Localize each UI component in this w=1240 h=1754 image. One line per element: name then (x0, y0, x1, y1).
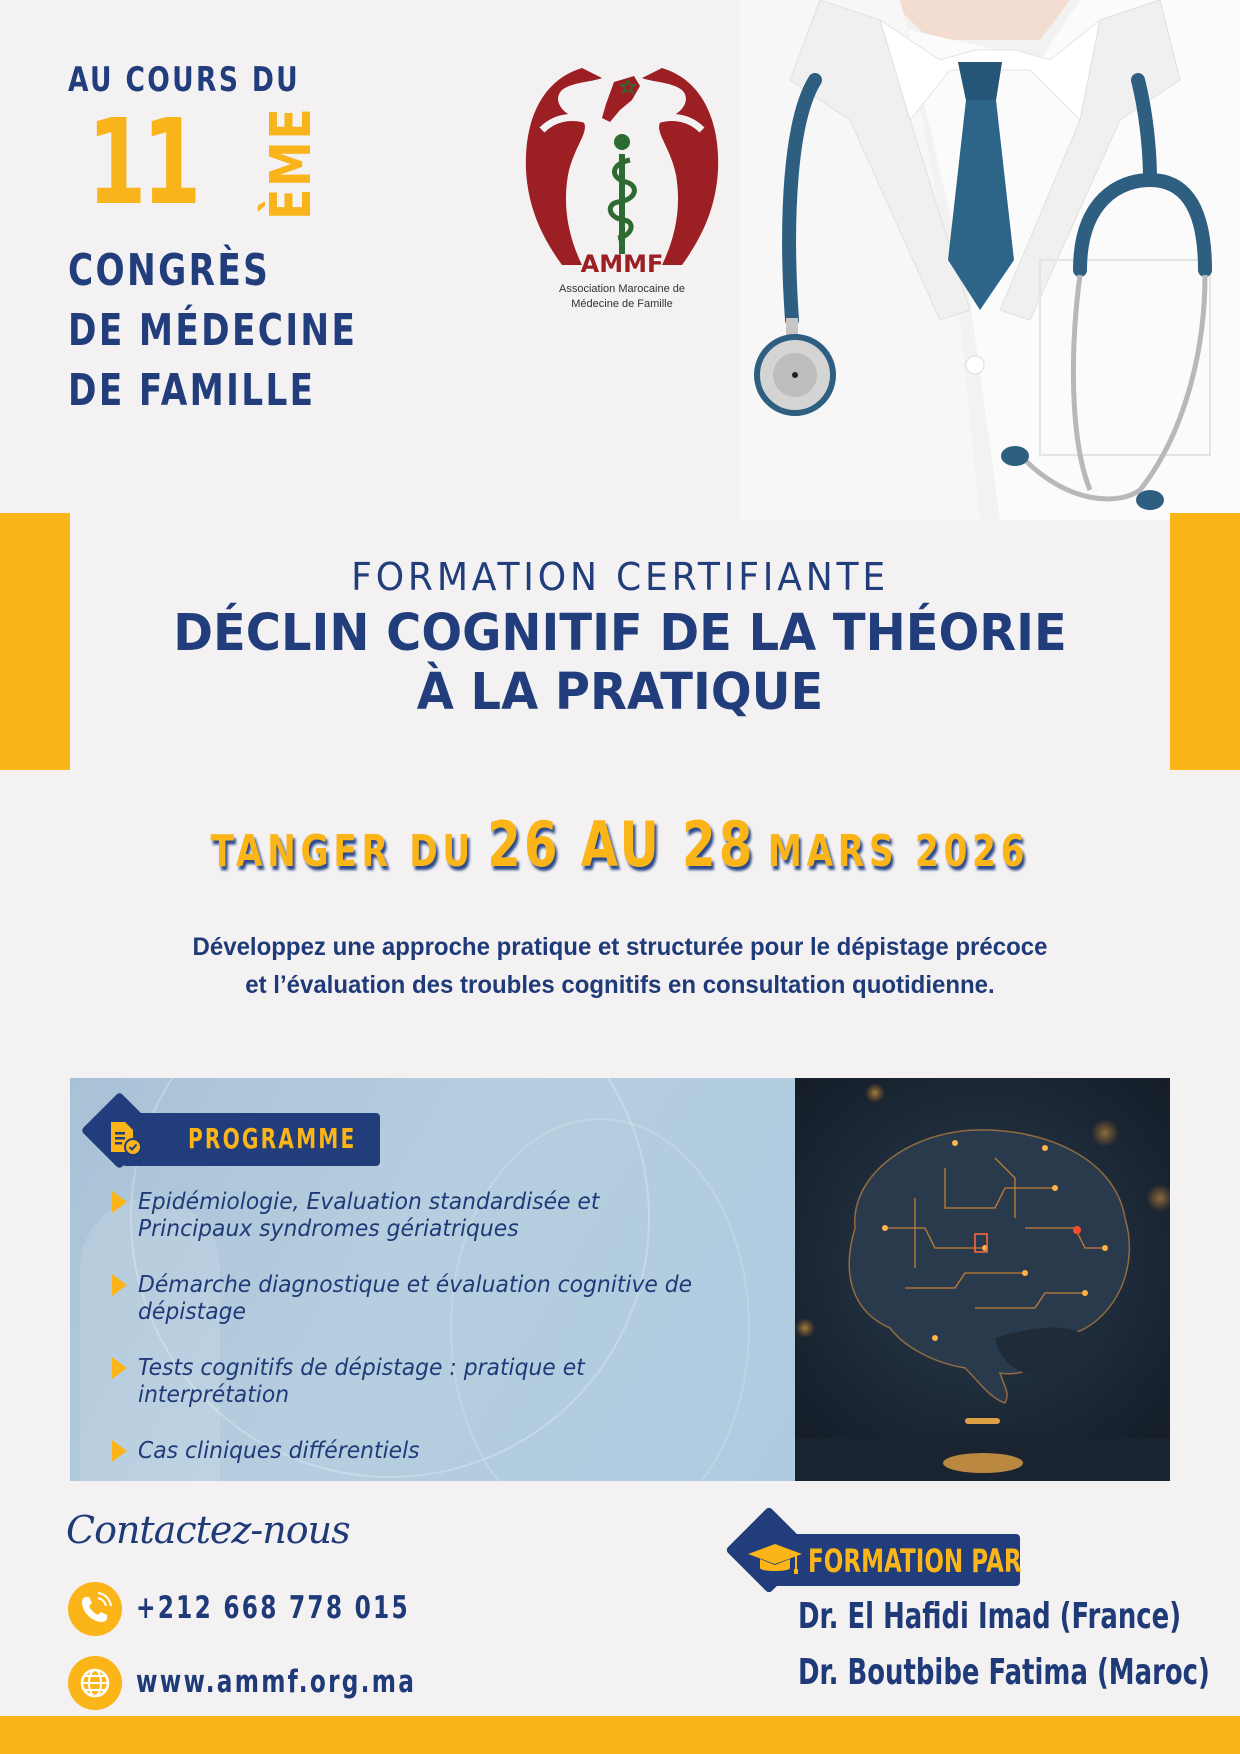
brain-circuit-image (795, 1078, 1170, 1481)
website-link[interactable]: www.ammf.org.ma (136, 1664, 417, 1700)
list-item-line-1: Cas cliniques différentiels (138, 1436, 420, 1464)
description (0, 928, 1240, 1004)
list-item (112, 1188, 792, 1242)
triangle-bullet-icon (112, 1191, 127, 1213)
formation-subtitle-text: FORMATION CERTIFIANTE (351, 555, 889, 599)
list-item-line-1: Démarche diagnostique et évaluation cognitive de (138, 1270, 693, 1298)
trainers-label: FORMATION PAR (808, 1542, 1022, 1580)
trainer-name: Dr. El Hafidi Imad (France) (798, 1596, 1182, 1637)
ammf-emblem-icon (522, 60, 722, 275)
contact-title: Contactez-nous (66, 1508, 350, 1552)
list-item (112, 1437, 792, 1464)
event-start-day: 26 (487, 808, 561, 881)
programme-list (112, 1188, 792, 1493)
title-line-2: À LA PRATIQUE (416, 663, 824, 722)
logo-name-line-2: Médecine de Famille (571, 298, 673, 310)
list-item-line-2: dépistage (138, 1297, 246, 1325)
triangle-bullet-icon (112, 1357, 127, 1379)
logo-name-line-1: Association Marocaine de (559, 283, 685, 295)
globe-icon (68, 1656, 122, 1710)
congress-line-3: DE FAMILLE (68, 365, 316, 416)
footer-accent-bar (0, 1716, 1240, 1754)
svg-text:AMMF: AMMF (580, 250, 664, 275)
event-connector: AU (580, 808, 663, 881)
phone-icon (68, 1582, 122, 1636)
event-date (0, 808, 1240, 881)
document-check-icon (107, 1120, 143, 1156)
programme-label: PROGRAMME (188, 1122, 357, 1155)
list-item (112, 1271, 792, 1325)
page-title (0, 604, 1240, 722)
list-item-line-1: Tests cognitifs de dépistage : pratique et (138, 1353, 585, 1381)
event-month-year: MARS 2026 (767, 826, 1030, 877)
list-item (112, 1354, 792, 1408)
edition-suffix: ÈME (259, 106, 324, 220)
congress-line-1: CONGRÈS (68, 245, 271, 296)
congress-line-2: DE MÉDECINE (68, 305, 358, 356)
trainer-name: Dr. Boutbibe Fatima (Maroc) (798, 1652, 1210, 1693)
description-line-1: Développez une approche pratique et structurée pour le dépistage précoce (192, 933, 1048, 961)
list-item-line-1: Epidémiologie, Evaluation standardisée et (138, 1187, 600, 1215)
headline-intro: AU COURS DU (68, 60, 301, 100)
title-line-1: DÉCLIN COGNITIF DE LA THÉORIE (173, 604, 1067, 663)
formation-subtitle (0, 555, 1240, 599)
list-item-line-2: Principaux syndromes gériatriques (138, 1214, 519, 1242)
event-city: TANGER DU (210, 826, 476, 877)
triangle-bullet-icon (112, 1440, 127, 1462)
list-item-line-2: interprétation (138, 1380, 290, 1408)
ammf-logo (522, 60, 722, 330)
phone-number[interactable]: +212 668 778 015 (136, 1590, 410, 1626)
edition-number: 11 (87, 93, 197, 231)
doctor-photo (740, 0, 1240, 520)
event-end-day: 28 (682, 808, 756, 881)
triangle-bullet-icon (112, 1274, 127, 1296)
programme-badge (82, 1092, 382, 1170)
description-line-2: et l’évaluation des troubles cognitifs en consultation quotidienne. (245, 971, 995, 999)
trainers-badge (726, 1505, 1026, 1595)
graduation-cap-icon (746, 1542, 804, 1576)
